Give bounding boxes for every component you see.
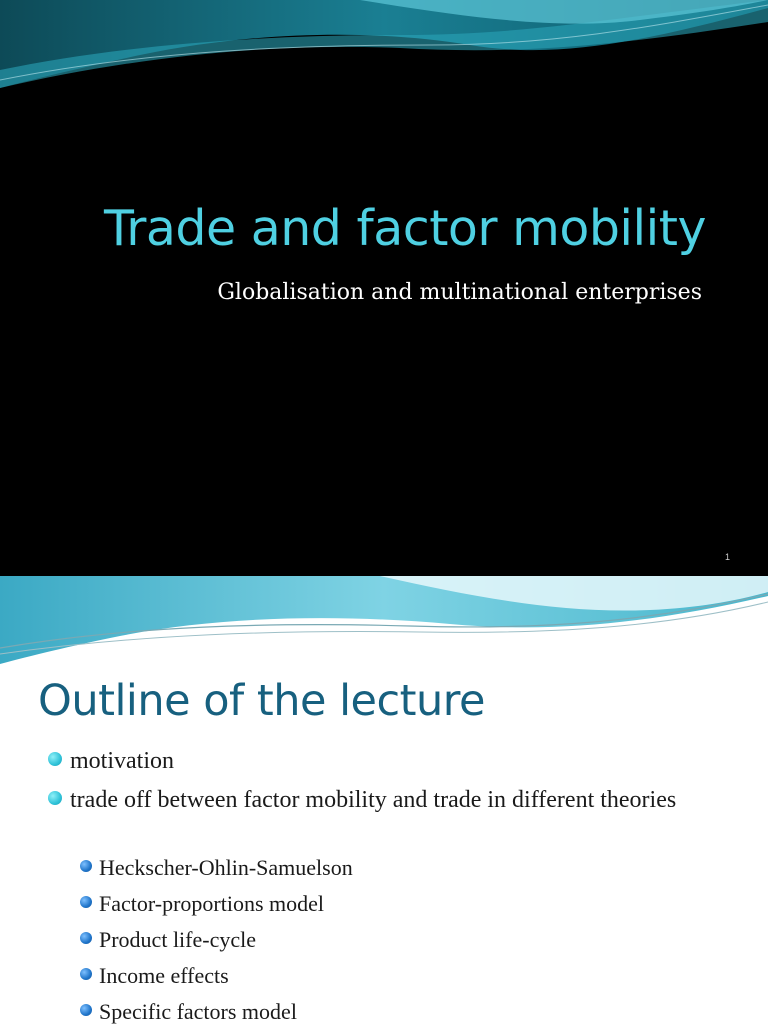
wave-header-decoration	[0, 576, 768, 676]
sub-bullet-icon	[80, 1004, 92, 1016]
sub-list-item	[99, 854, 719, 882]
presentation-subtitle: Globalisation and multinational enterprises	[217, 280, 702, 305]
list-item-text: motivation	[70, 748, 174, 774]
sub-list-item	[99, 890, 719, 918]
slide-number: 1	[724, 552, 730, 562]
list-item	[70, 785, 720, 816]
sub-list-item	[99, 998, 719, 1026]
presentation-title: Trade and factor mobility	[104, 200, 706, 257]
bullet-icon	[48, 752, 62, 766]
sub-bullet-icon	[80, 860, 92, 872]
sub-list-item	[99, 926, 719, 954]
sub-list-item-text: Product life-cycle	[99, 927, 256, 952]
sub-bullet-icon	[80, 932, 92, 944]
list-item-text: trade off between factor mobility and trade in different theories	[70, 787, 677, 813]
outline-title: Outline of the lecture	[38, 676, 485, 726]
sub-list-item-text: Specific factors model	[99, 999, 297, 1024]
sub-list-item-text: Factor-proportions model	[99, 891, 325, 916]
bullet-icon	[48, 791, 62, 805]
wave-header-decoration	[0, 0, 768, 120]
list-item	[70, 746, 730, 777]
sub-list-item-text: Heckscher-Ohlin-Samuelson	[99, 855, 353, 880]
sub-list-item	[99, 962, 719, 990]
sub-bullet-icon	[80, 968, 92, 980]
sub-bullet-icon	[80, 896, 92, 908]
sub-list-item-text: Income effects	[99, 963, 229, 988]
